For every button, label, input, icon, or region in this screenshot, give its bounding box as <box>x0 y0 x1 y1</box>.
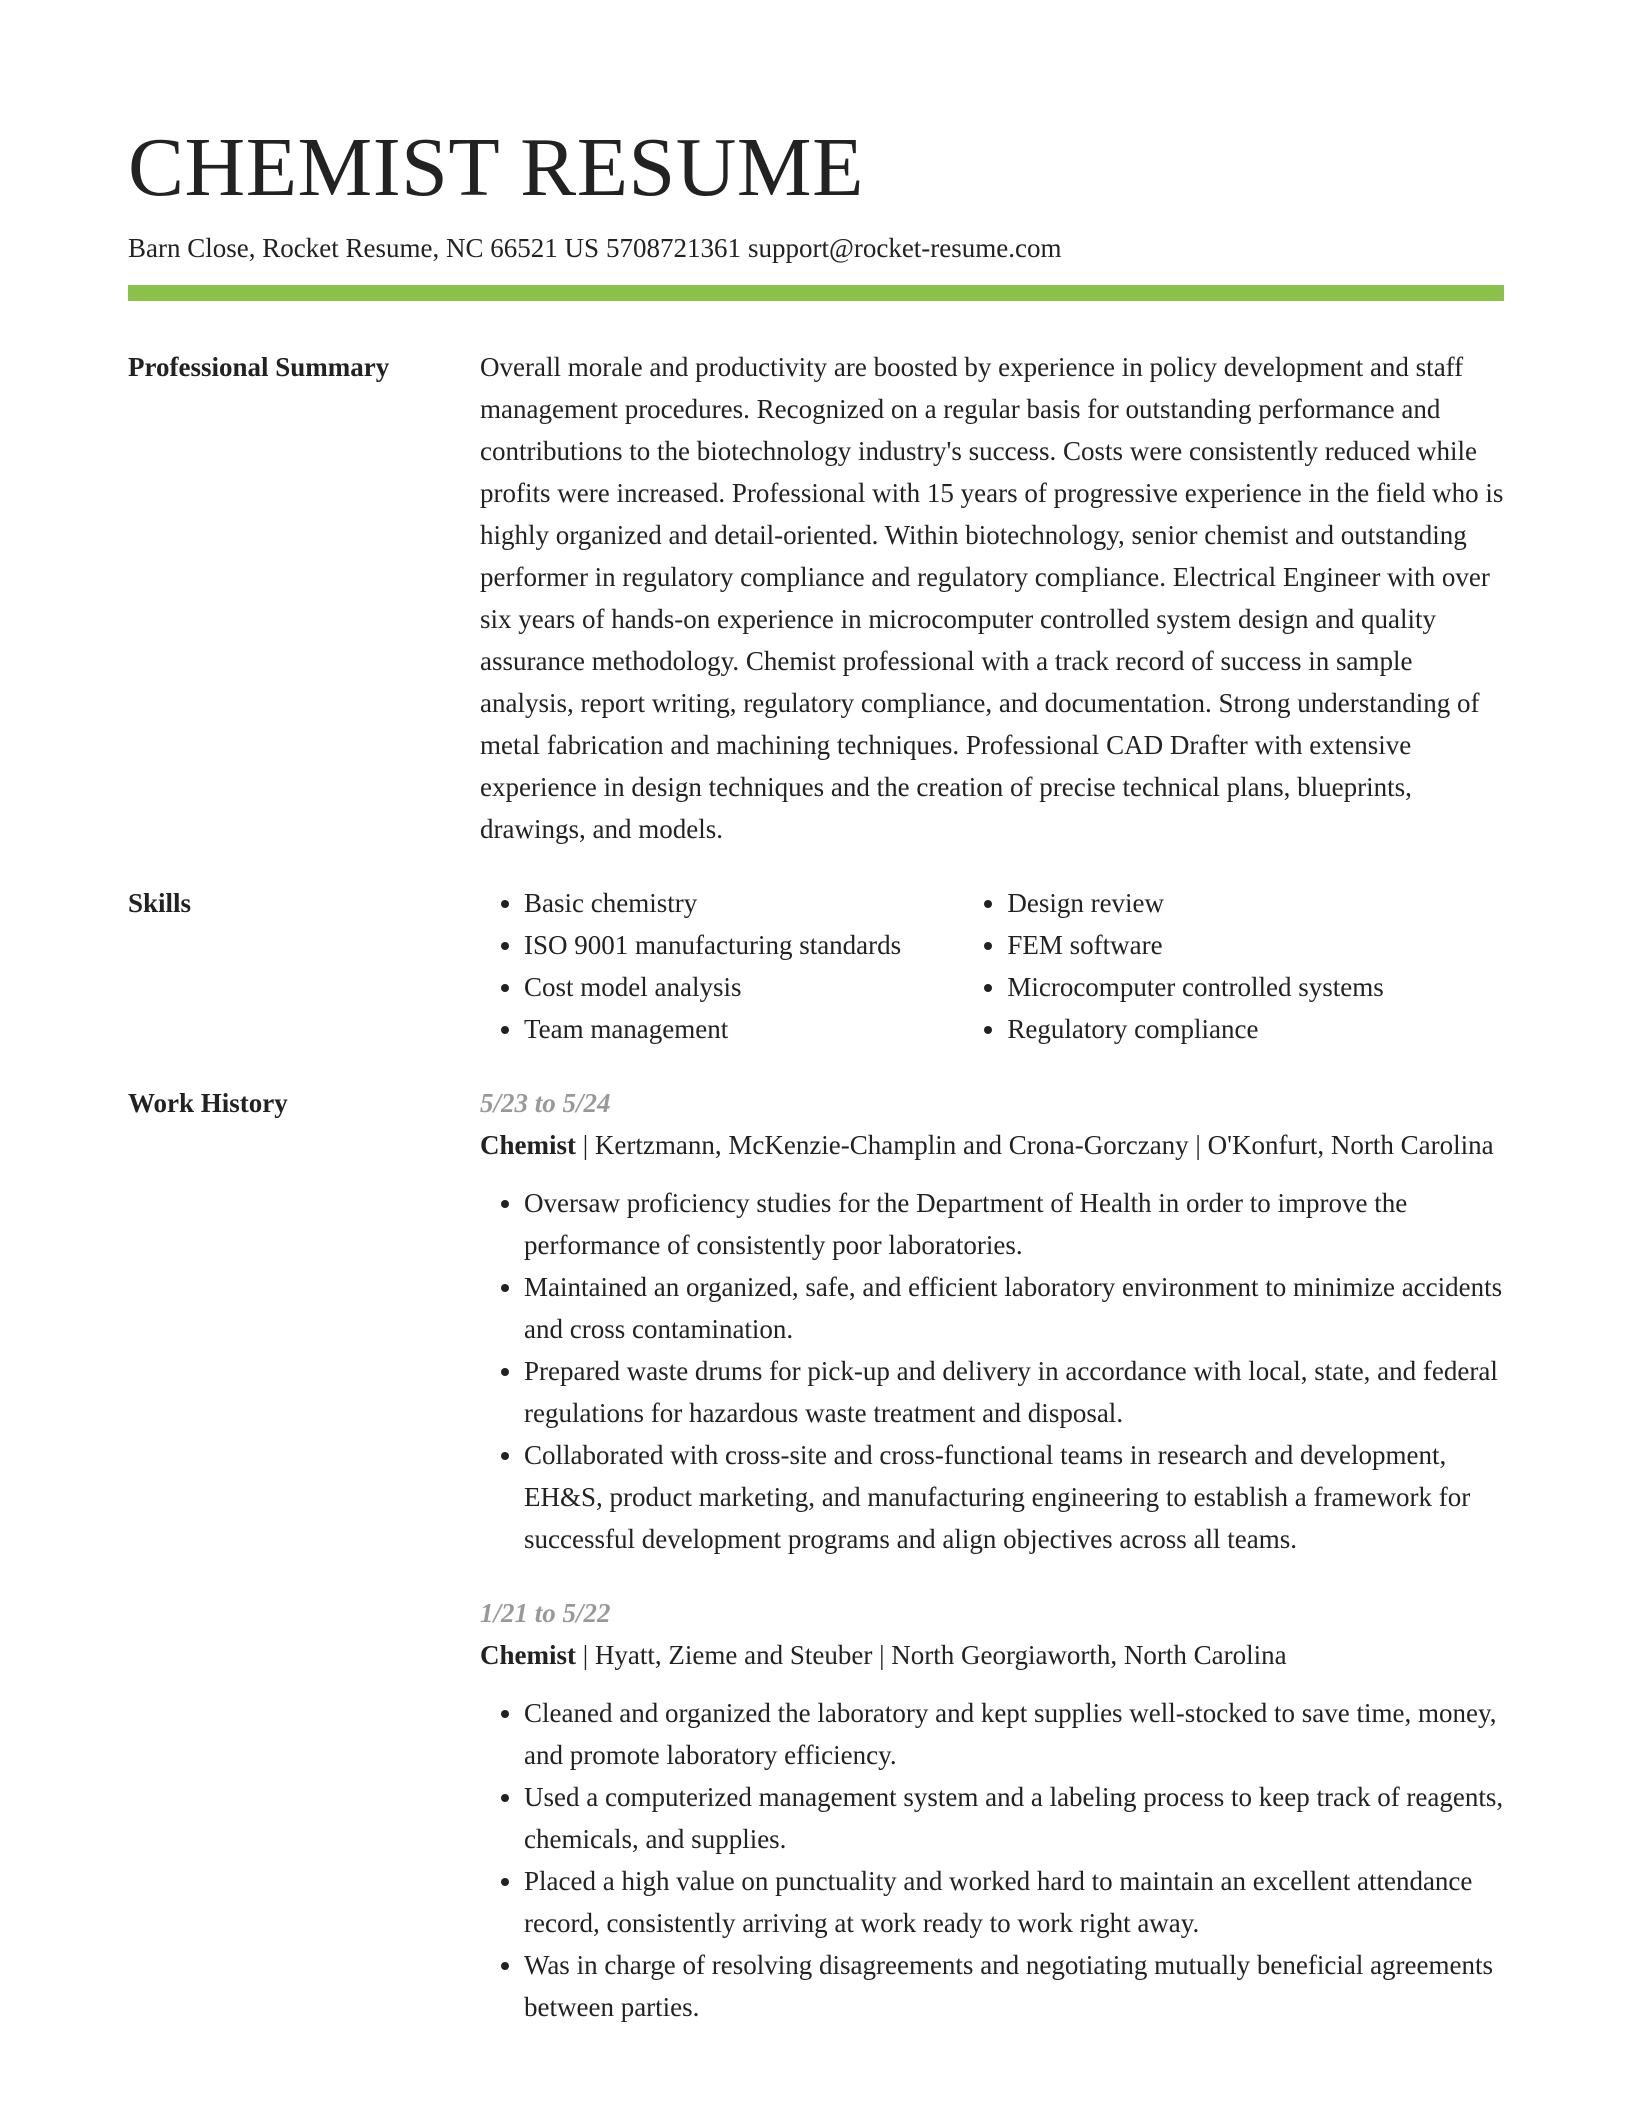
skills-heading: Skills <box>128 888 192 918</box>
skill-item: • Team management <box>524 1008 963 1050</box>
skills-columns <box>480 882 1504 1050</box>
skill-item: • FEM software <box>1007 924 1504 966</box>
job-entry <box>480 1592 1504 2028</box>
skills-list-right <box>963 882 1504 1050</box>
skill-item: • ISO 9001 manufacturing standards <box>524 924 963 966</box>
job-header <box>480 1124 1504 1166</box>
skills-list-left <box>480 882 963 1050</box>
job-bullet: • Oversaw proficiency studies for the Department of Health in order to improve the performance of consistently poor laboratories. <box>524 1182 1504 1266</box>
job-dates: 5/23 to 5/24 <box>480 1088 611 1118</box>
job-bullet: • Placed a high value on punctuality and worked hard to maintain an excellent attendance record, consistently arriving at work ready to work right away. <box>524 1860 1504 1944</box>
page-title: CHEMIST RESUME <box>128 121 864 214</box>
phone: 5708721361 <box>605 233 741 263</box>
job-bullet: • Maintained an organized, safe, and efficient laboratory environment to minimize accidents and cross contamination. <box>524 1266 1504 1350</box>
email: support@rocket-resume.com <box>747 233 1062 263</box>
job-bullet: • Prepared waste drums for pick-up and delivery in accordance with local, state, and federal regulations for hazardous waste treatment and disposal. <box>524 1350 1504 1434</box>
contact-line <box>128 230 1062 266</box>
skill-item: • Regulatory compliance <box>1007 1008 1504 1050</box>
job-bullet: • Cleaned and organized the laboratory and kept supplies well-stocked to save time, money, and promote laboratory efficiency. <box>524 1692 1504 1776</box>
summary-heading: Professional Summary <box>128 352 390 382</box>
job-bullets <box>480 1692 1504 2028</box>
job-bullets <box>480 1182 1504 1560</box>
job-entry <box>480 1082 1504 1560</box>
job-bullet: • Was in charge of resolving disagreements and negotiating mutually beneficial agreements between parties. <box>524 1944 1504 2028</box>
accent-divider <box>128 285 1504 301</box>
work-history-heading: Work History <box>128 1088 288 1118</box>
job-title: Chemist <box>480 1640 576 1670</box>
job-dates: 1/21 to 5/22 <box>480 1598 611 1628</box>
address: Barn Close, Rocket Resume, NC 66521 US <box>128 233 599 263</box>
job-bullet: • Used a computerized management system and a labeling process to keep track of reagents, chemicals, and supplies. <box>524 1776 1504 1860</box>
job-bullet: • Collaborated with cross-site and cross-functional teams in research and development, EH&S, product marketing, and manufacturing engineering to establish a framework for successful development programs and align objectives across all teams. <box>524 1434 1504 1560</box>
job-title: Chemist <box>480 1130 576 1160</box>
skill-item: • Microcomputer controlled systems <box>1007 966 1504 1008</box>
job-details: | Kertzmann, McKenzie-Champlin and Crona-Gorczany | O'Konfurt, North Carolina <box>576 1130 1494 1160</box>
skill-item: • Design review <box>1007 882 1504 924</box>
job-header <box>480 1634 1504 1676</box>
summary-text: Overall morale and productivity are boosted by experience in policy development and staff management procedures. Recognized on a regular basis for outstanding performance and contributions to the biotechnology industry's success. Costs were consistently reduced while profits were increased. Professional with 15 years of progressive experience in the field who is highly organized and detail-oriented. Within biotechnology, senior chemist and outstanding performer in regulatory compliance and regulatory compliance. Electrical Engineer with over six years of hands-on experience in microcomputer controlled system design and quality assurance methodology. Chemist professional with a track record of success in sample analysis, report writing, regulatory compliance, and documentation. Strong understanding of metal fabrication and machining techniques. Professional CAD Drafter with extensive experience in design techniques and the creation of precise technical plans, blueprints, drawings, and models. <box>480 352 1504 844</box>
job-details: | Hyatt, Zieme and Steuber | North Georgiaworth, North Carolina <box>576 1640 1287 1670</box>
skill-item: • Basic chemistry <box>524 882 963 924</box>
skill-item: • Cost model analysis <box>524 966 963 1008</box>
